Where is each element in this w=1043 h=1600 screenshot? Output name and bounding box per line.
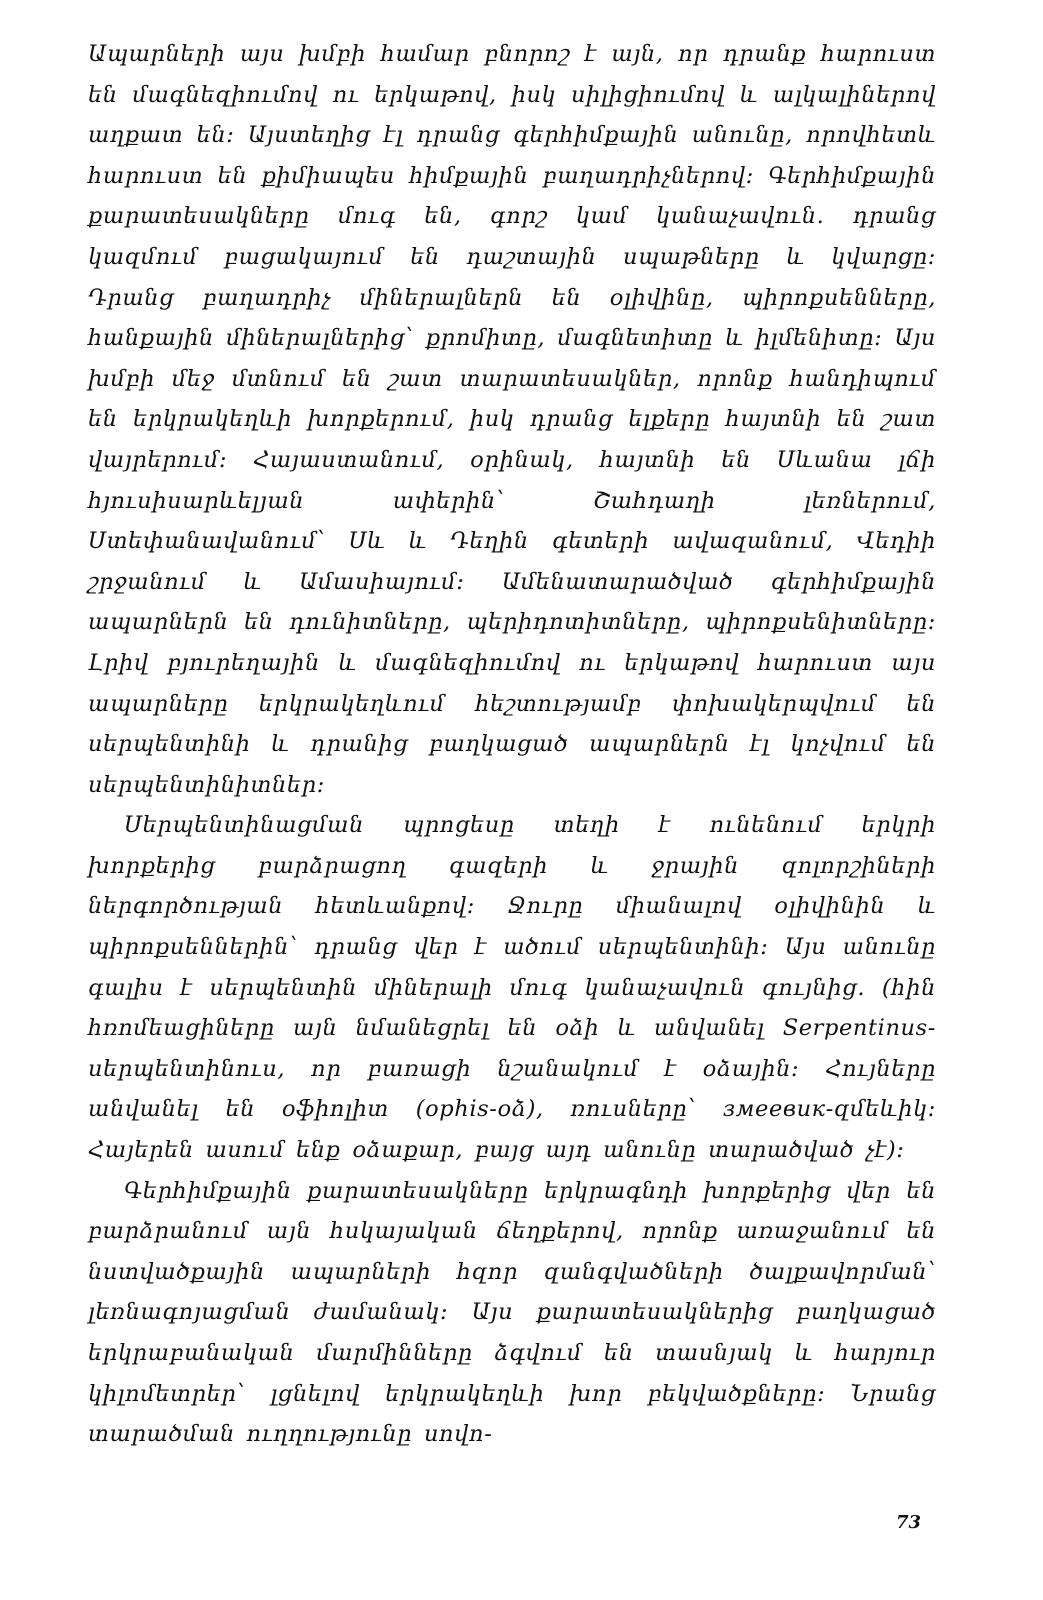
- paragraph-3: Գերհիմքային քարատեսակները երկրագնդի խորքերից վեր են բարձրանում այն հսկայական ճեղքերով, որոնք առաջանում են նստվածքային ապարների հզոր զանգվածների ծալքավորման՝ լեռնագոյացման ժամանակ։ Այս քարատեսակներից բաղկացած երկրաբանական մարմինները ձգվում են տասնյակ և հարյուր կիլոմետրեր՝ լցնելով երկրակեղևի խոր բեկվածքները։ Նրանց տարածման ուղղությունը սովո-: [88, 1177, 936, 1448]
- paragraph-2: Սերպենտինացման պրոցեսը տեղի է ունենում երկրի խորքերից բարձրացող գազերի և ջրային զոլորշիների ներգործության հետևանքով։ Ջուրը միանալով օլիվինին և պիրոքսեններին՝ դրանց վեր է ածում սերպենտինի։ Այս անունը գալիս է սերպենտին միներալի մուգ կանաչավուն գույնից. (հին հռոմեացիները այն նմանեցրել են օձի և անվանել Serpentinus-սերպենտինուս, որ բառացի նշանակում է օձային։ Հույները անվանել են օֆիոլիտ (ophis-օձ), ռուսները՝ змеевик-զմեևիկ։ Հայերեն ասում ենք օձաքար, բայց այդ անունը տարածված չէ)։: [88, 812, 936, 1164]
- body-text: [88, 34, 936, 1455]
- page-number: 73: [896, 1512, 922, 1533]
- paragraph-1: Ապարների այս խմբի համար բնորոշ է այն, որ դրանք հարուստ են մագնեզիումով ու երկաթով, իսկ սիլիցիումով և ալկալիներով աղքատ են։ Այստեղից էլ դրանց գերհիմքային անունը, որովհետև հարուստ են քիմիապես հիմքային բաղադրիչներով։ Գերհիմքային քարատեսակները մուգ են, գորշ կամ կանաչավուն. դրանց կազմում բացակայում են դաշտային սպաթները և կվարցը։ Դրանց բաղադրիչ միներալներն են օլիվինը, պիրոքսենները, հանքային միներալներից՝ քրոմիտը, մագնետիտը և իլմենիտը։ Այս խմբի մեջ մտնում են շատ տարատեսակներ, որոնք հանդիպում են երկրակեղևի խորքերում, իսկ դրանց ելքերը հայտնի են շատ վայրերում։ Հայաստանում, օրինակ, հայտնի են Սևանա լճի հյուսիսարևելյան ափերին՝ Շահդաղի լեռներում, Ստեփանավանում՝ Սև և Դեղին գետերի ավազանում, Վեդիի շրջանում և Ամասիայում։ Ամենատարածված գերհիմքային ապարներն են դունիտները, պերիդոտիտները, պիրոքսենիտները։ Լրիվ բյուրեղային և մագնեզիումով ու երկաթով հարուստ այս ապարները երկրակեղևում հեշտությամբ փոխակերպվում են սերպենտինի և դրանից բաղկացած ապարներն էլ կոչվում են սերպենտինիտներ։: [88, 41, 936, 798]
